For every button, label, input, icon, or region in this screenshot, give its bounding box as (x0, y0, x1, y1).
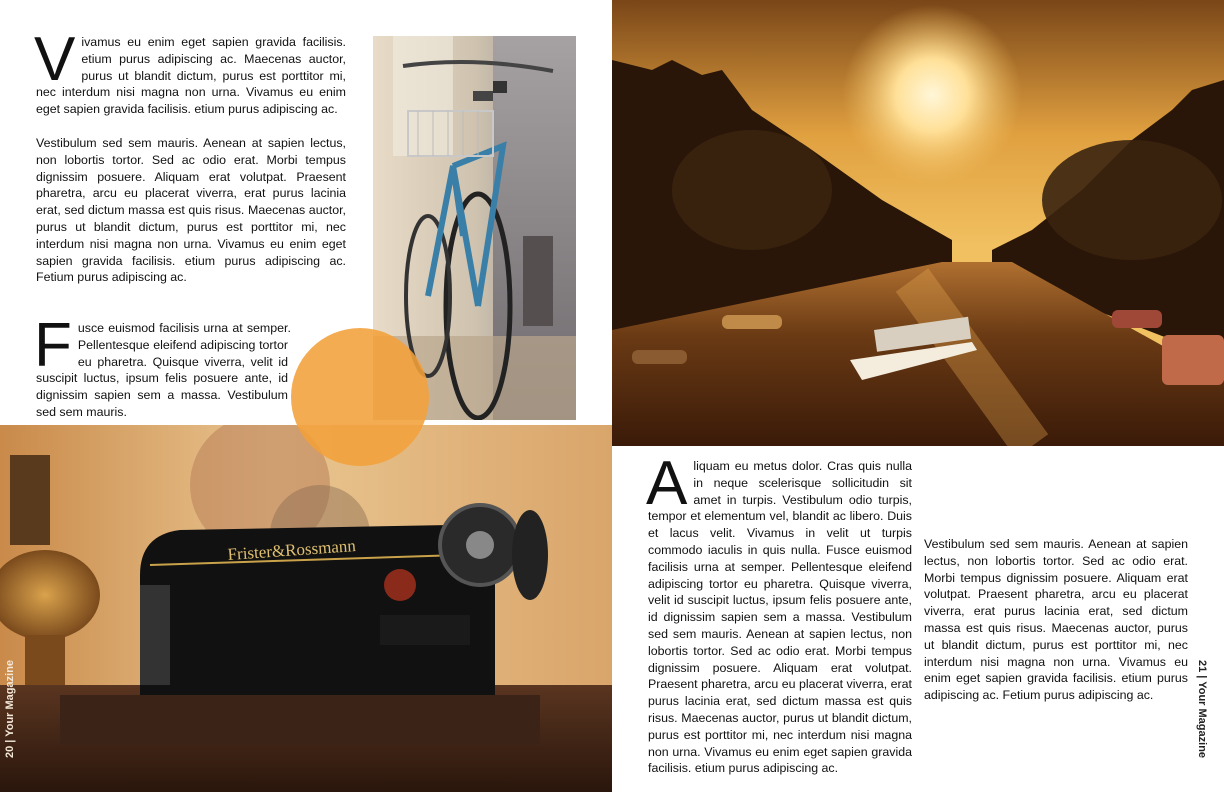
article-paragraph-2: Vestibulum sed sem mauris. Aenean at sapien lectus, non lobortis tortor. Sed ac odio erat. Morbi tempus dignissim posuere. Aliquam erat volutpat. Praesent pharetra, arcu eu placerat viverra, erat purus lacinia erat, sed dictum massa est quis risus. Maecenas auctor, purus ut blandit dictum, purus est porttitor mi, nec interdum nisi magna non urna. Vivamus eu enim eget sapien gravida facilisis. etium purus adipiscing ac. Fetium purus adipiscing ac. (36, 135, 346, 285)
article-paragraph-3: Fusce euismod facilisis urna at semper. Pellentesque eleifend adipiscing tortor eu pharetra. Quisque viverra, velit id suscipit luctus, ipsum felis posuere ante, id dignissim sapien sem a massa. Vestibulum sed sem mauris. (34, 311, 291, 419)
article-text-top (34, 25, 346, 286)
article-paragraph-1: Vivamus eu enim eget sapien gravida facilisis. etium purus adipiscing ac. Maecenas auctor, purus ut blandit dictum, purus est porttitor mi, nec interdum nisi magna non urna. Vivamus eu enim eget sapien gravida facilisis. etium purus adipiscing ac. (34, 25, 346, 117)
right-page (612, 0, 1224, 792)
article-column-1 (646, 449, 912, 777)
page-folio-left: 20 | Your Magazine (4, 659, 16, 758)
drop-cap-f: F (34, 311, 72, 380)
accent-circle (291, 328, 429, 466)
sewing-machine-photo (0, 425, 612, 792)
article-column-2 (924, 536, 1188, 704)
page-folio-right: 21 | Your Magazine (1196, 660, 1208, 759)
canal-sunset-photo (612, 0, 1224, 446)
drop-cap-v: V (34, 25, 76, 94)
article-paragraph-4: Aliquam eu metus dolor. Cras quis nulla in neque scelerisque sollicitudin sit amet in turpis. Vestibulum odio turpis, tempor et elementum vel, blandit ac libero. Duis et lacus velit. Vivamus in velit ut turpis commodo iaculis in quis nulla. Fusce euismod facilisis urna at semper. Pellentesque eleifend adipiscing tortor eu pharetra. Quisque viverra, velit id suscipit luctus, ipsum felis posuere ante, id dignissim sapien sem a massa. Vestibulum sed sem mauris. Aenean at sapien lectus, non lobortis tortor. Sed ac odio erat. Morbi tempus dignissim posuere. Aliquam erat volutpat. Praesent pharetra, arcu eu placerat viverra, erat purus lacinia erat, sed dictum massa est quis risus. Maecenas auctor, purus ut blandit dictum, purus est porttitor mi, nec interdum nisi magna non urna. Vivamus eu enim eget sapien gravida facilisis. etium purus adipiscing ac. (646, 449, 912, 776)
article-paragraph-5: Vestibulum sed sem mauris. Aenean at sapien lectus, non lobortis tortor. Sed ac odio erat. Morbi tempus dignissim posuere. Aliquam erat volutpat. Praesent pharetra, arcu eu placerat viverra, erat purus lacinia erat, sed dictum massa est quis risus. Maecenas auctor, purus ut blandit dictum, purus est porttitor mi, nec interdum nisi magna non urna. Vivamus eu enim eget sapien gravida facilisis. etium purus adipiscing ac. Fetium purus adipiscing ac. (924, 537, 1188, 703)
machine-brand-text: Frister&Rossmann (226, 536, 357, 564)
drop-cap-a: A (646, 449, 688, 518)
